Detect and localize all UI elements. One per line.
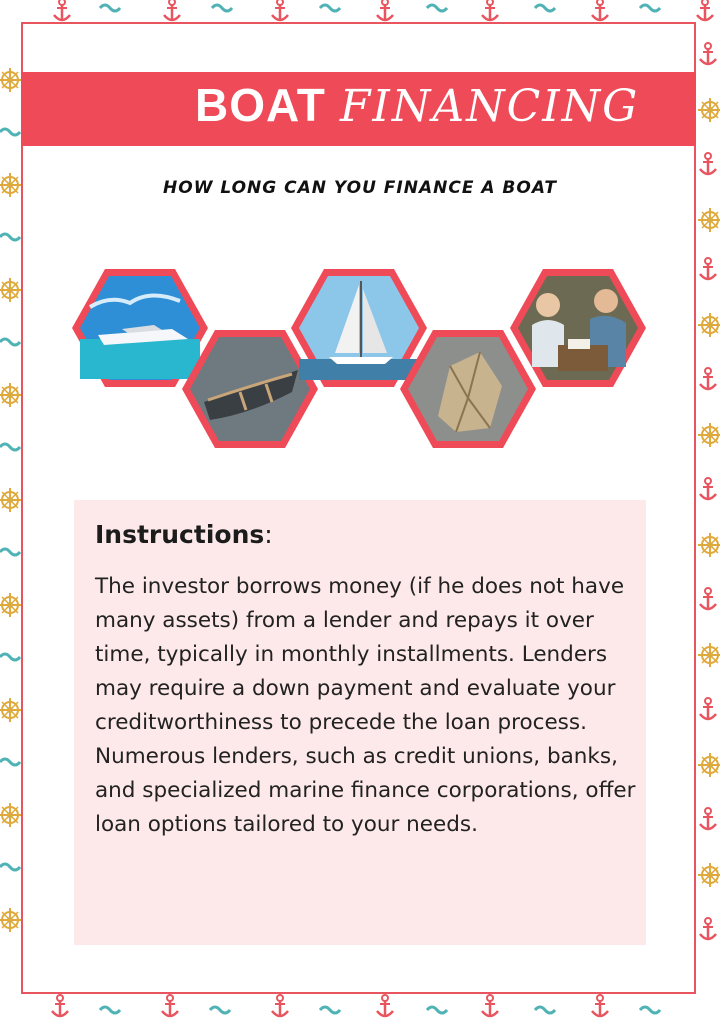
page-subtitle: HOW LONG CAN YOU FINANCE A BOAT bbox=[163, 178, 557, 198]
gallery-hexagon-family bbox=[508, 267, 648, 389]
title-word-financing: FINANCING bbox=[339, 81, 640, 132]
instructions-heading-colon: : bbox=[264, 520, 273, 549]
instructions-heading-text: Instructions bbox=[95, 520, 265, 549]
instructions-heading bbox=[95, 520, 273, 549]
title-word-boat: BOAT bbox=[195, 79, 326, 131]
page-title bbox=[195, 78, 639, 138]
instructions-body: The investor borrows money (if he does not have many assets) from a lender and repays it over time, typically in monthly installments. Lenders may require a down payment and evaluate your creditworthiness to precede the loan process. Numerous lenders, such as credit unions, banks, and specialized marine finance corporations, offer loan options tailored to your needs. bbox=[95, 574, 636, 837]
